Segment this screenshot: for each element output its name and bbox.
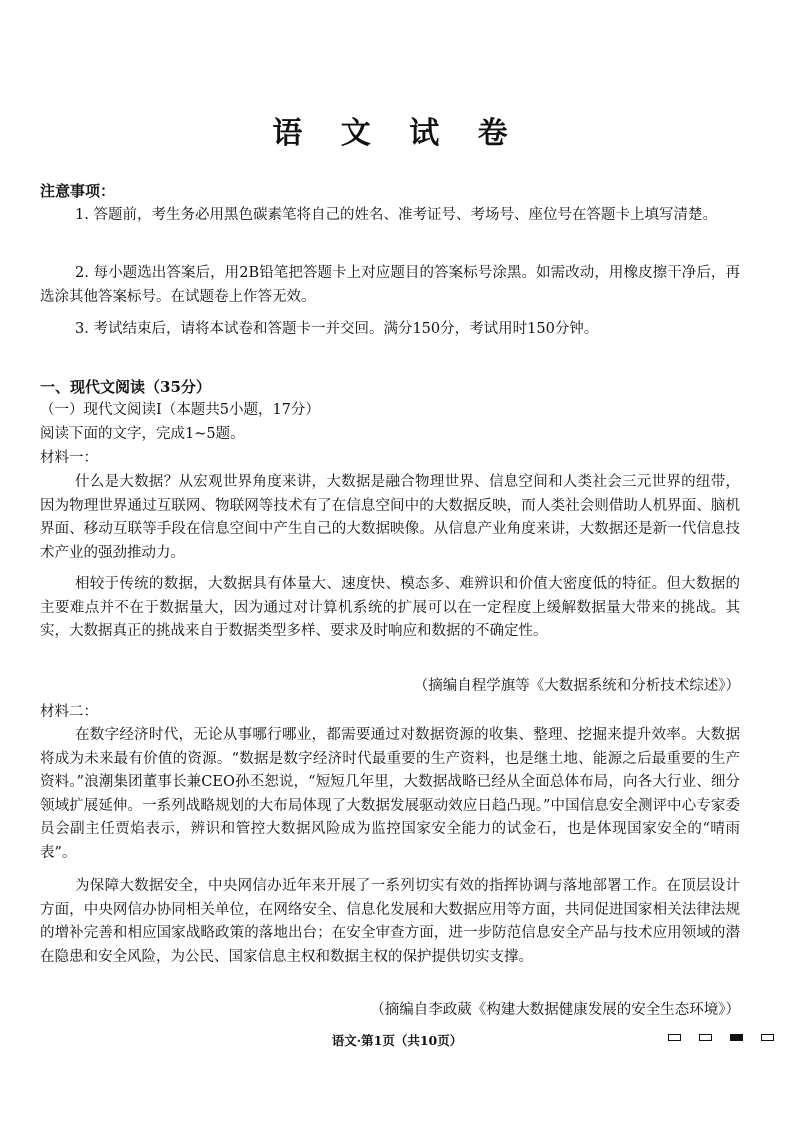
registration-mark-icon: [699, 1034, 712, 1041]
section-title: 一、现代文阅读（35分）: [40, 378, 211, 396]
material-1-source: （摘编自程学旗等《大数据系统和分析技术综述》）: [413, 678, 740, 694]
material-2-label: 材料二：: [40, 704, 98, 720]
material-2-source: （摘编自李政葳《构建大数据健康发展的安全生态环境》）: [370, 1002, 740, 1018]
registration-mark-icon: [761, 1034, 774, 1041]
registration-mark-icon: [668, 1034, 681, 1041]
page-footer: 语文·第1页（共10页）: [331, 1033, 463, 1048]
notice-heading: 注意事项：: [40, 182, 116, 200]
material-1-label: 材料一：: [40, 450, 98, 466]
notice-item-2: 2. 每小题选出答案后，用2B铅笔把答题卡上对应题目的答案标号涂黑。如需改动，用橡皮擦干净后，再选涂其他答案标号。在试题卷上作答无效。: [40, 265, 740, 305]
registration-mark-icon: [730, 1034, 743, 1041]
reading-instruction: 阅读下面的文字，完成1~5题。: [40, 426, 245, 442]
notice-item-3: 3. 考试结束后，请将本试卷和答题卡一并交回。满分150分，考试用时150分钟。: [75, 321, 599, 337]
material-2-paragraph: 为保障大数据安全，中央网信办近年来开展了一系列切实有效的指挥协调与落地部署工作。在顶层设计方面，中央网信办协同相关单位，在网络安全、信息化发展和大数据应用等方面，共同促进国家相关法律法规的增补完善和相应国家战略政策的落地出台；在安全审查方面，进一步防范信息安全产品与技术应用领域的潜在隐患和安全风险，为公民、国家信息主权和数据主权的保护提供切实支撑。: [40, 878, 740, 965]
material-2-paragraph: 在数字经济时代，无论从事哪行哪业，都需要通过对数据资源的收集、整理、挖掘来提升效率。大数据将成为未来最有价值的资源。“数据是数字经济时代最重要的生产资料，也是继土地、能源之后最重要的生产资料。”浪潮集团董事长兼CEO孙丕恕说，“短短几年里，大数据战略已经从全面总体布局，向各大行业、细分领域扩展延伸。一系列战略规划的大布局体现了大数据发展驱动效应日趋凸现。”中国信息安全测评中心专家委员会副主任贾焰表示，辨识和管控大数据风险成为监控国家安全能力的试金石，也是体现国家安全的“晴雨表”。: [40, 727, 740, 861]
material-1-paragraph: 什么是大数据？从宏观世界角度来讲，大数据是融合物理世界、信息空间和人类社会三元世界的纽带，因为物理世界通过互联网、物联网等技术有了在信息空间中的大数据反映，而人类社会则借助人机界面、脑机界面、移动互联等手段在信息空间中产生自己的大数据映像。从信息产业角度来讲，大数据还是新一代信息技术产业的强劲推动力。: [40, 474, 740, 561]
exam-title: 语 文 试 卷: [272, 116, 522, 151]
registration-marks: [668, 1034, 774, 1041]
material-1-paragraph: 相较于传统的数据，大数据具有体量大、速度快、模态多、难辨识和价值大密度低的特征。但大数据的主要难点并不在于数据量大，因为通过对计算机系统的扩展可以在一定程度上缓解数据量大带来的挑战。其实，大数据真正的挑战来自于数据类型多样、要求及时响应和数据的不确定性。: [40, 576, 740, 639]
section-subtitle: （一）现代文阅读Ⅰ（本题共5小题，17分）: [40, 402, 320, 418]
notice-item-1: 1. 答题前，考生务必用黑色碳素笔将自己的姓名、准考证号、考场号、座位号在答题卡上填写清楚。: [75, 207, 717, 223]
